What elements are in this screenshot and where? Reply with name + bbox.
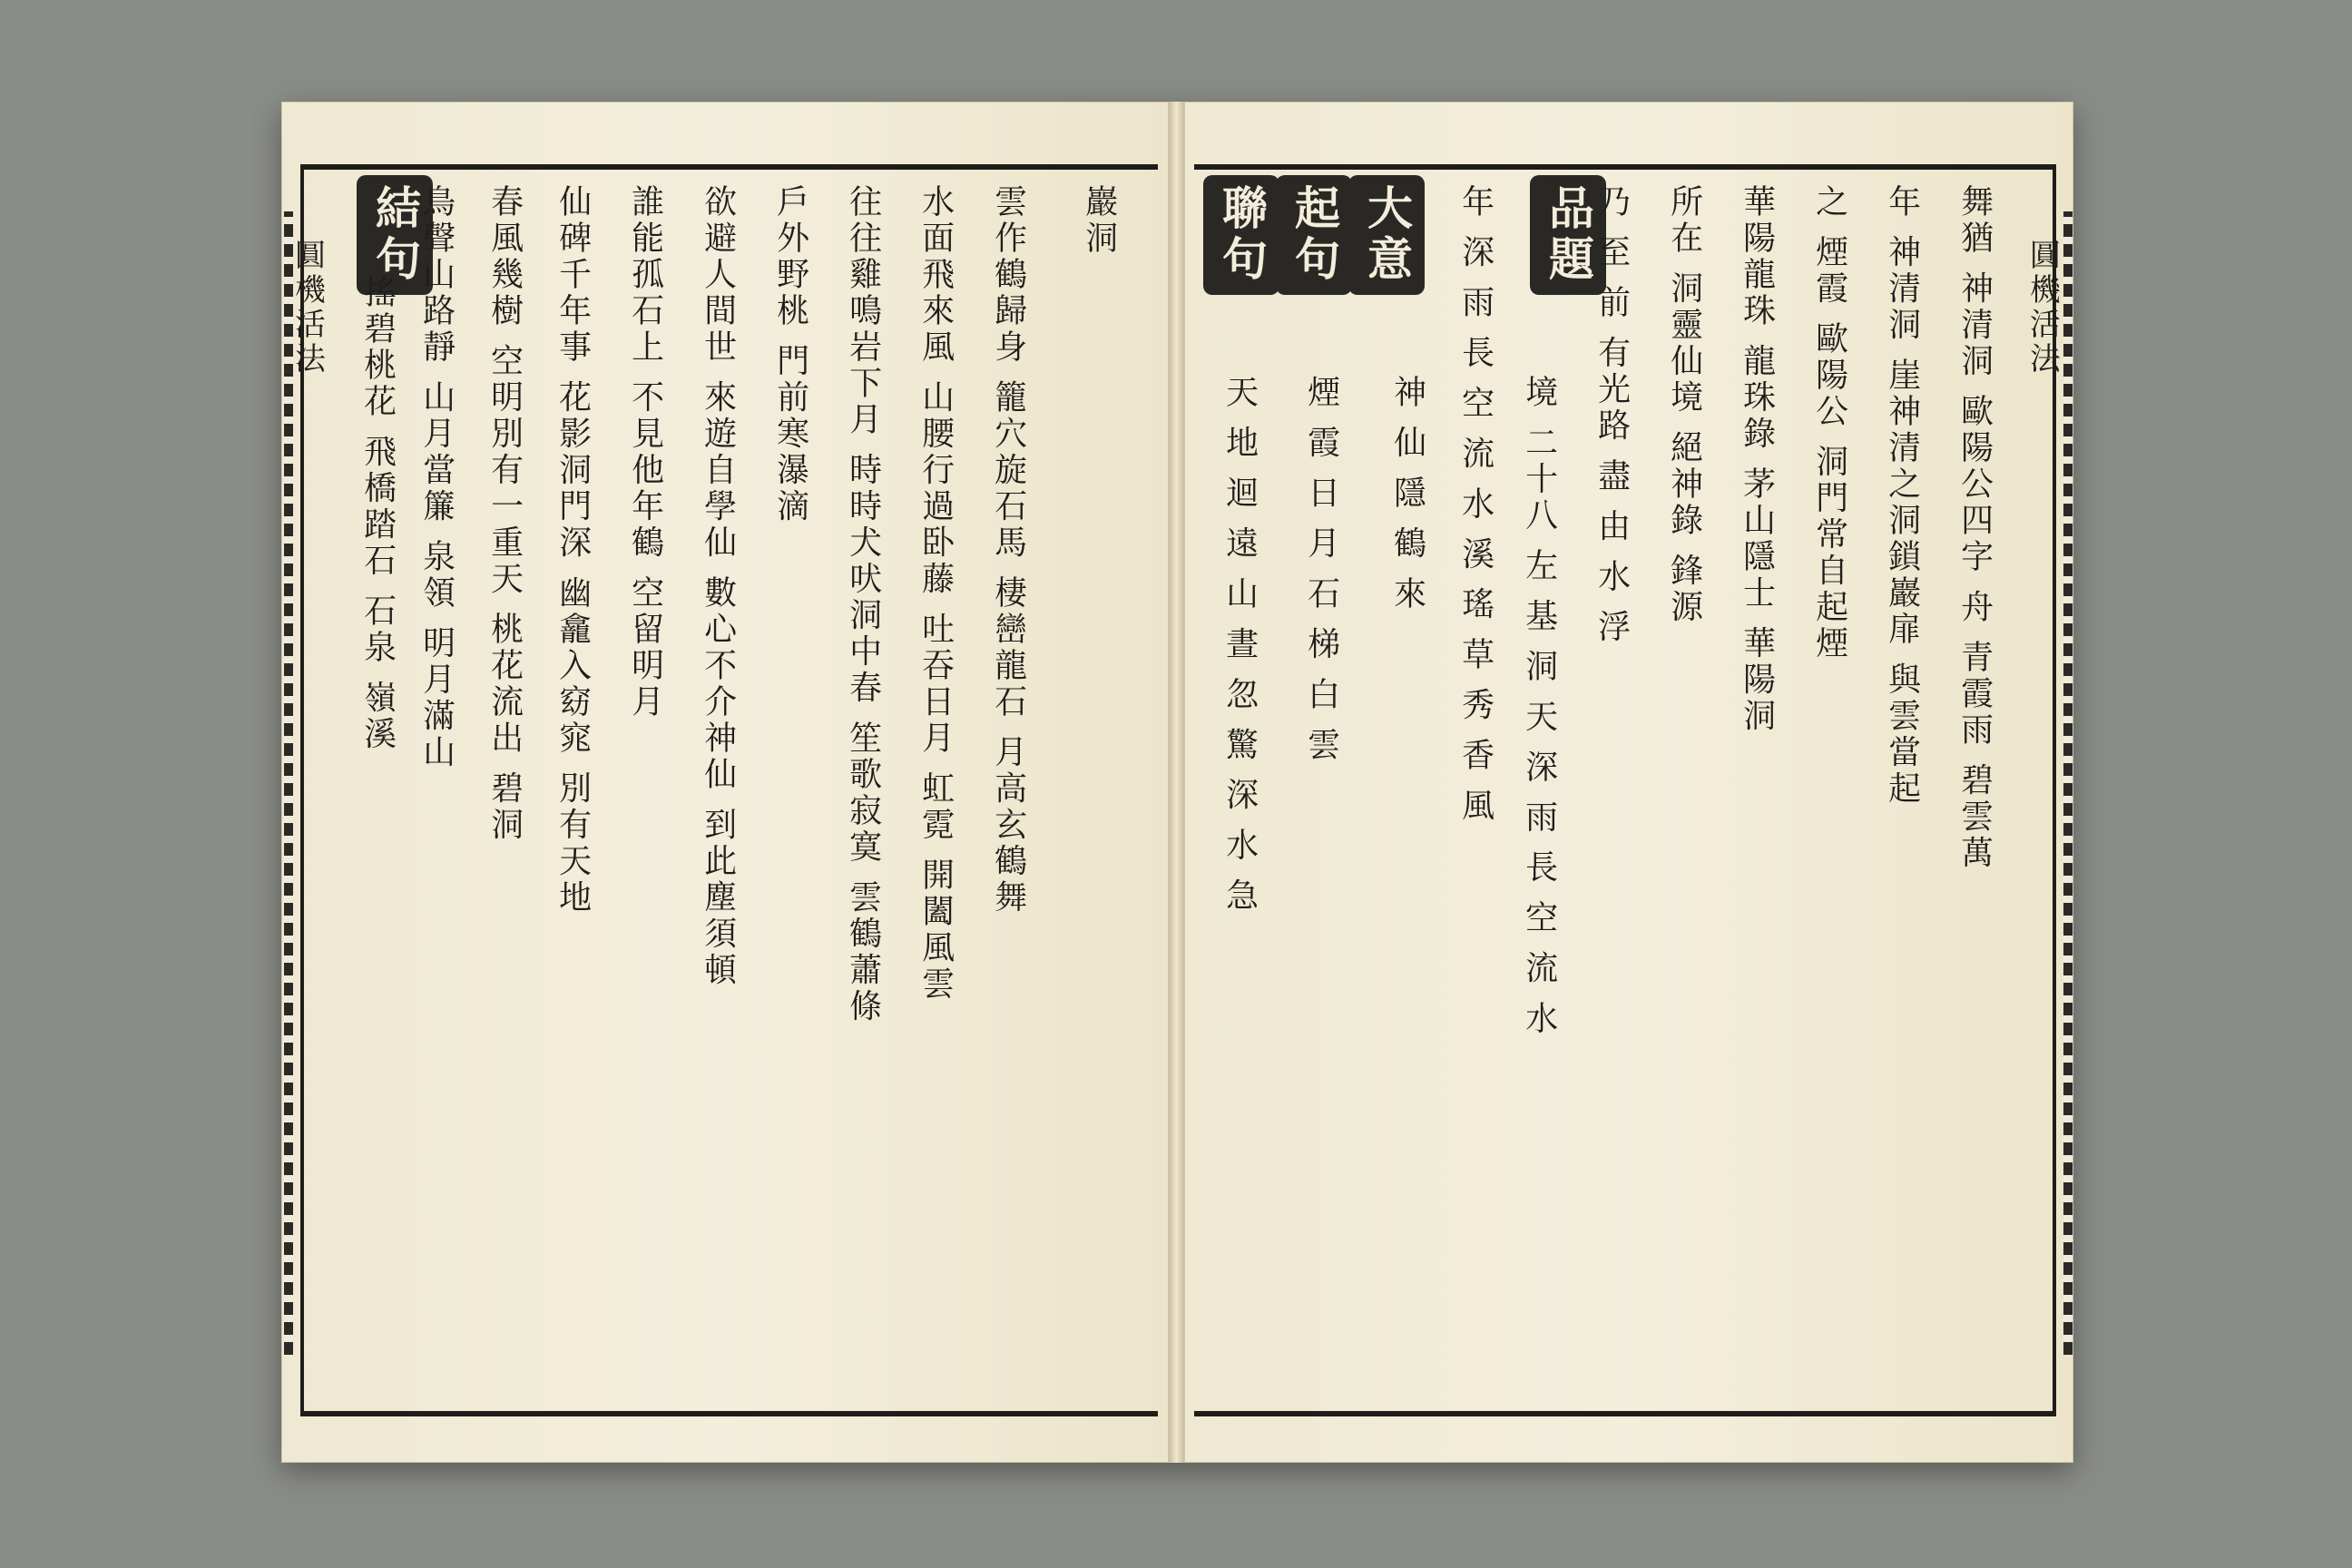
open-book [281,102,2073,1463]
left-column-10: 搖碧桃花 飛橋踏石 石泉 嶺溪 [358,275,397,753]
heading-dayi: 大意 [1348,175,1425,295]
left-column-5: 欲避人間世 來遊自學仙 數心不介神仙 到此塵須頓 [699,184,737,989]
left-column-8: 春風幾樹 空明別有一重天 桃花流出 碧洞 [485,184,524,844]
left-page [281,102,1169,1463]
right-column-7: 年 深 雨 長 空 流 水 溪 瑤 草 秀 香 風 [1456,184,1494,825]
right-margin-title: 圓機活法 [2024,239,2061,377]
heading-qiju: 起句 [1276,175,1352,295]
left-page-edge [284,211,293,1355]
right-column-8: 神 仙 隱 鶴 來 [1388,375,1426,612]
right-column-5: 乃 至 前 有光路 盡 由 水 浮 [1592,184,1631,646]
right-column-6: 境 二十八 左 基 洞 天 深 雨 長 空 流 水 [1520,375,1558,1037]
left-column-1: 雲作鶴歸身 籠穴旋石馬 棲巒龍石 月高玄鶴舞 [989,184,1027,916]
left-column-9: 鳥聲山路靜 山月當簾 泉領 明月滿山 [417,184,456,771]
heading-pinti: 品題 [1530,175,1606,295]
right-column-3: 華陽龍珠 龍珠錄 茅山隱士 華陽洞 [1738,184,1776,735]
heading-lianju: 聯句 [1203,175,1279,295]
right-column-1: 年 神清洞 崖神清之洞鎖巖扉 與雲當起 [1883,184,1921,808]
right-column-10: 天 地 迴 遠 山 晝 忽 驚 深 水 急 [1220,375,1259,915]
left-column-4: 戶外野桃 門前寒瀑滴 [771,184,809,525]
book-gutter [1169,102,1184,1463]
right-column-0: 舞猶 神清洞 歐陽公四字 舟 青霞雨 碧雲萬 [1955,184,1994,872]
right-column-4: 所在 洞靈仙境 絕神錄 鋒源 [1665,184,1703,626]
left-column-3: 往往雞鳴岩下月 時時犬吠洞中春 笙歌寂寞 雲鶴蕭條 [844,184,882,1025]
right-column-9: 煙 霞 日 月 石 梯 白 雲 [1302,375,1340,764]
left-column-2: 水面飛來風 山腰行過卧藤 吐吞日月 虹霓 開闔風雲 [916,184,955,1003]
left-column-6: 誰能孤石上 不見他年鶴 空留明月 [626,184,664,720]
right-page-edge [2063,211,2073,1355]
right-page [1184,102,2073,1463]
left-column-0: 巖洞 [1080,184,1118,257]
left-margin-title: 圓機活法 [289,239,326,377]
left-column-7: 仙碑千年事 花影洞門深 幽龕入窈窕 別有天地 [554,184,592,916]
right-column-2: 之 煙霞 歐陽公 洞門常自起煙 [1810,184,1848,662]
heading-jieju: 結句 [357,175,433,295]
